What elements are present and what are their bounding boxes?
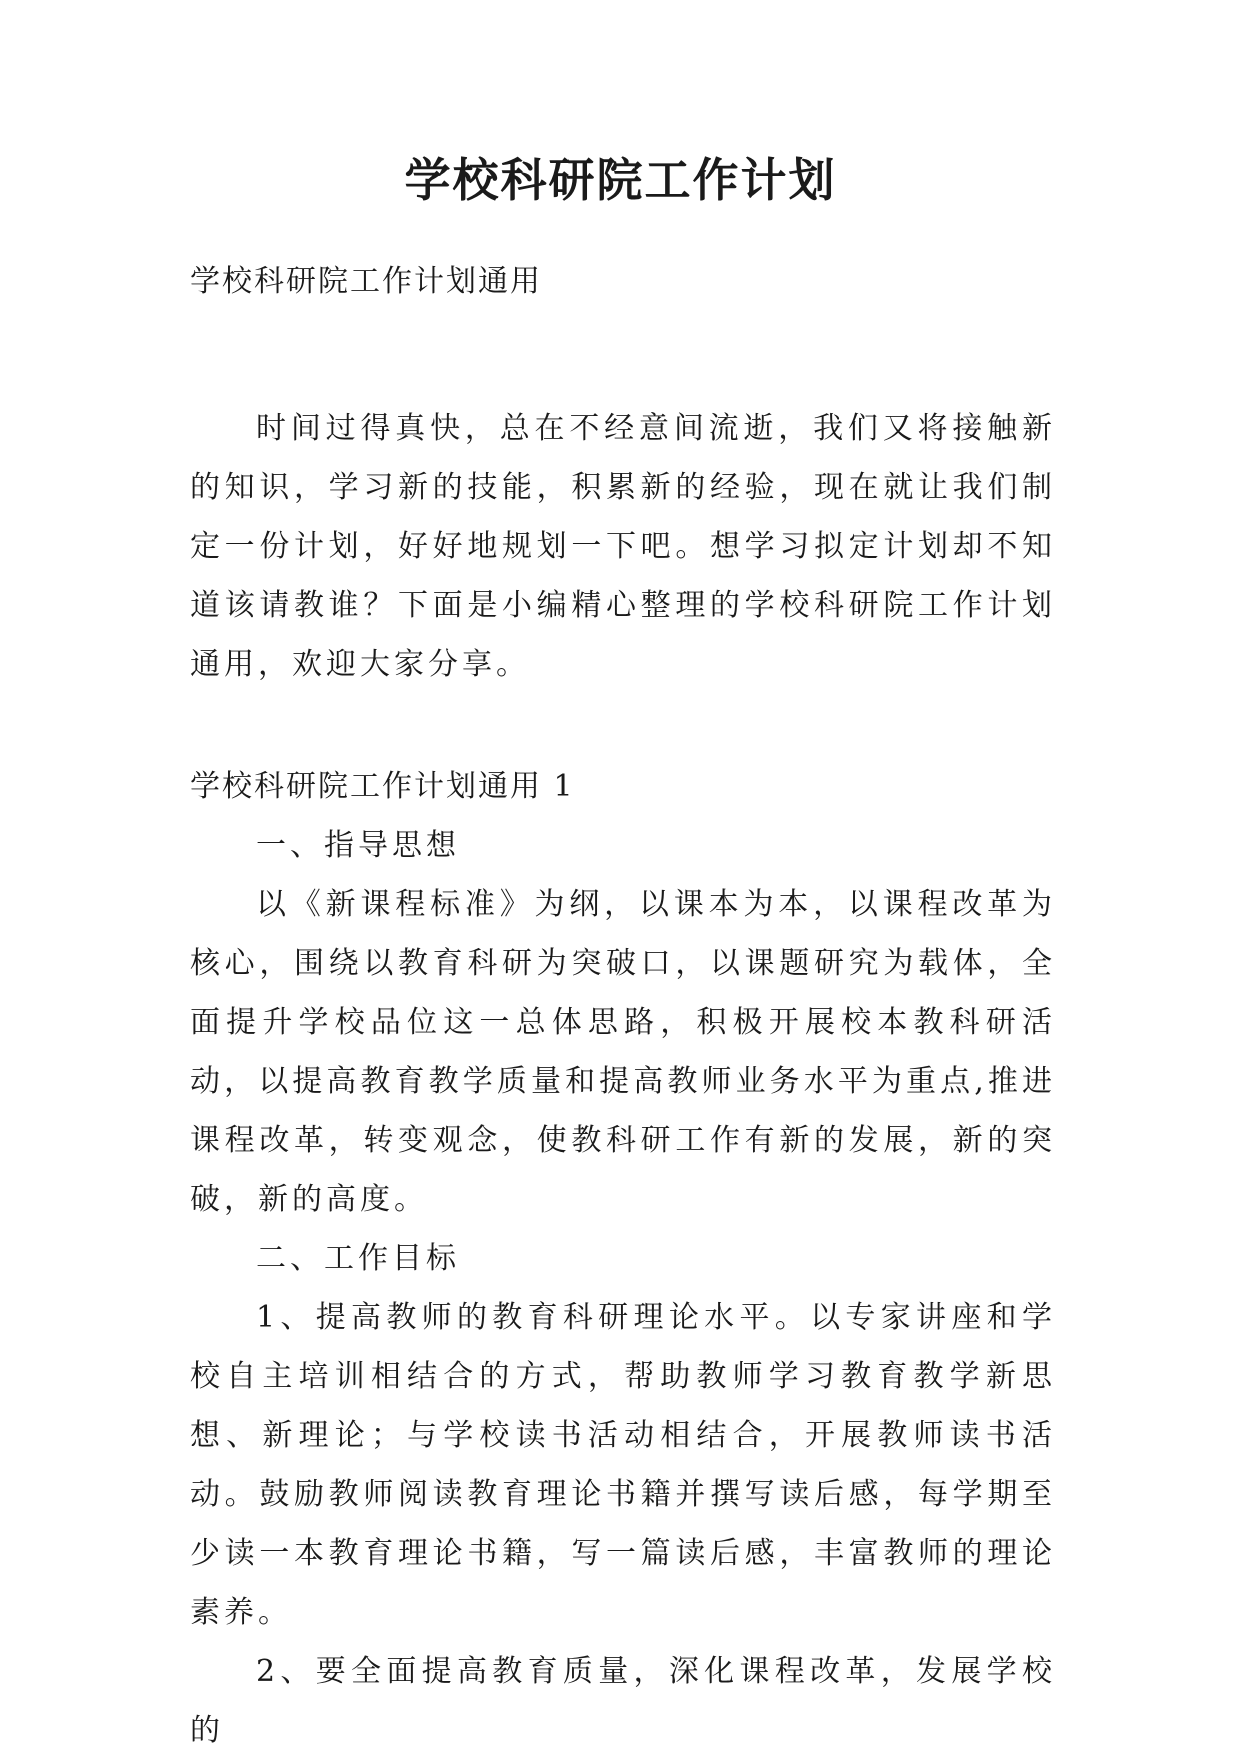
document-title: 学校科研院工作计划	[404, 153, 837, 207]
heading-work-goals: 二、工作目标	[256, 1241, 460, 1276]
paragraph-goal-2: 2、要全面提高教育质量，深化课程改革，发展学校的	[190, 1654, 1056, 1748]
section-block	[190, 757, 1056, 1760]
document-subtitle: 学校科研院工作计划通用	[190, 264, 542, 299]
section-title: 学校科研院工作计划通用 1	[190, 769, 575, 804]
paragraph-guiding-thought: 以《新课程标准》为纲，以课本为本，以课程改革为核心，围绕以教育科研为突破口，以课题研究为载体，全面提升学校品位这一总体思路，积极开展校本教科研活动，以提高教育教学质量和提高教师业务水平为重点,推进课程改革，转变观念，使教科研工作有新的发展，新的突破，新的高度。	[190, 887, 1056, 1217]
paragraph-goal-1: 1、提高教师的教育科研理论水平。以专家讲座和学校自主培训相结合的方式，帮助教师学习教育教学新思想、新理论；与学校读书活动相结合，开展教师读书活动。鼓励教师阅读教育理论书籍并撰写读后感，每学期至少读一本教育理论书籍，写一篇读后感，丰富教师的理论素养。	[190, 1300, 1056, 1630]
heading-guiding-thought: 一、指导思想	[256, 828, 460, 863]
intro-paragraph: 时间过得真快，总在不经意间流逝，我们又将接触新的知识，学习新的技能，积累新的经验，现在就让我们制定一份计划，好好地规划一下吧。想学习拟定计划却不知道该请教谁？下面是小编精心整理的学校科研院工作计划通用，欢迎大家分享。	[190, 411, 1056, 682]
intro-block	[190, 399, 1056, 694]
